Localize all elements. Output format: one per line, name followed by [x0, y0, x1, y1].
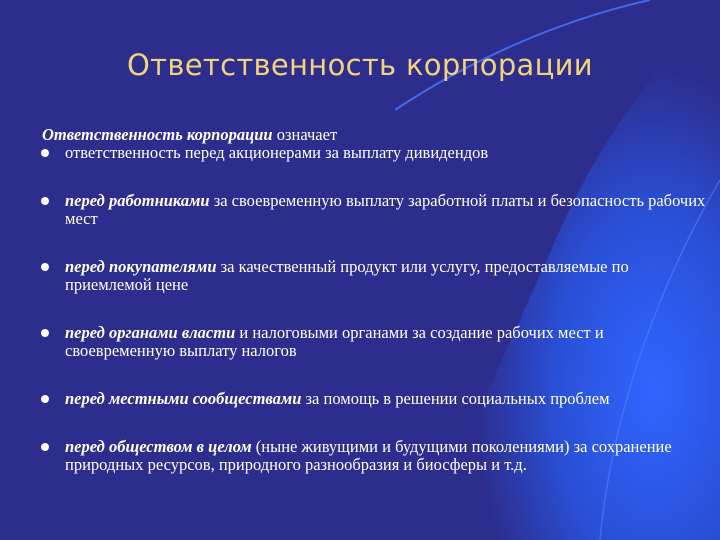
- bullet-text: за помощь в решении социальных проблем: [301, 389, 610, 408]
- bullet-lead: перед органами власти: [65, 323, 236, 342]
- bullet-text: и налоговыми органами за создание рабочих мест и своевременную выплату налогов: [65, 323, 604, 360]
- intro-line: [42, 126, 710, 144]
- bullet-dot-icon: [41, 329, 49, 337]
- bullet-lead: перед местными сообществами: [65, 389, 302, 408]
- bullet-item-employees: [38, 192, 710, 228]
- bullet-text: за качественный продукт или услугу, предоставляемые по приемлемой цене: [65, 257, 629, 294]
- bullet-item-communities: [38, 390, 710, 408]
- slide-title: Ответственность корпорации: [127, 48, 593, 82]
- bullet-text: (ныне живущими и будущими поколениями) за сохранение природных ресурсов, природного разнообразия и биосферы и т.д.: [65, 437, 672, 474]
- bullet-item-shareholders: [38, 144, 710, 162]
- intro-term: Ответственность корпорации: [42, 125, 273, 144]
- bullet-lead: перед работниками: [65, 191, 210, 210]
- bullet-lead: перед покупателями: [65, 257, 217, 276]
- bullet-item-society: [38, 438, 710, 474]
- intro-text: означает: [272, 125, 338, 144]
- bullet-dot-icon: [41, 149, 49, 157]
- bullet-text: ответственность перед акционерами за выплату дивидендов: [65, 143, 489, 162]
- bullet-item-customers: [38, 258, 710, 294]
- bullet-lead: перед обществом в целом: [65, 437, 252, 456]
- bullet-dot-icon: [41, 395, 49, 403]
- bullet-dot-icon: [41, 263, 49, 271]
- bullet-dot-icon: [41, 197, 49, 205]
- bullet-item-authorities: [38, 324, 710, 360]
- bullet-dot-icon: [41, 443, 49, 451]
- bullet-text: за своевременную выплату заработной платы и безопасность рабочих мест: [65, 191, 706, 228]
- slide-body: [38, 126, 710, 474]
